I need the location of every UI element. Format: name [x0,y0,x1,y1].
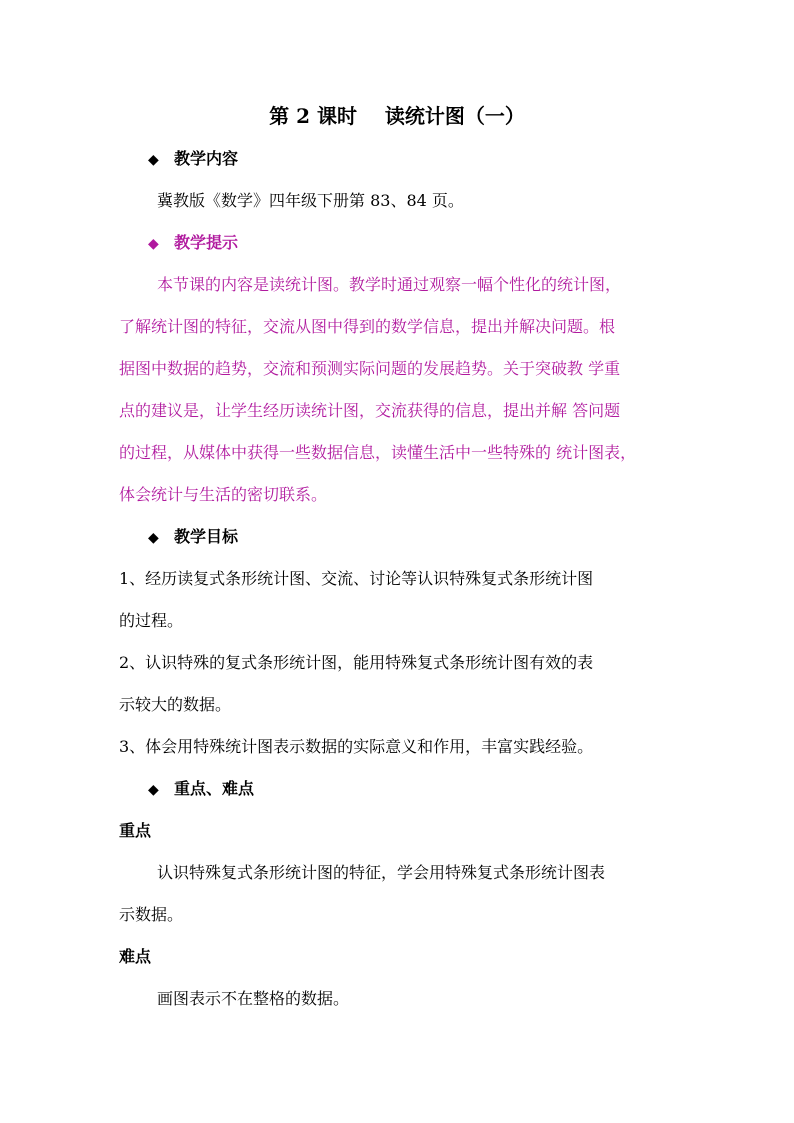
goals-line: 1、经历读复式条形统计图、交流、讨论等认识特殊复式条形统计图 [119,569,594,588]
heading-key-points-label: 重点、难点 [174,779,255,798]
heading-hints-label: 教学提示 [174,233,239,252]
hints-line: 本节课的内容是读统计图。教学时通过观察一幅个性化的统计图， [157,275,622,294]
diamond-bullet-icon: ◆ [148,236,159,252]
hints-line: 据图中数据的趋势，交流和预测实际问题的发展趋势。关于突破教 学重 [119,359,621,378]
diamond-bullet-icon: ◆ [148,530,159,546]
content-text: 冀教版《数学》四年级下册第 83、84 页。 [157,191,464,210]
hints-line: 点的建议是，让学生经历读统计图，交流获得的信息，提出并解 答问题 [119,401,621,420]
hints-line: 了解统计图的特征，交流从图中得到的数学信息，提出并解决问题。根 [119,317,616,336]
goals-line: 的过程。 [119,611,184,630]
section-heading-goals [148,527,238,548]
hints-line: 体会统计与生活的密切联系。 [119,485,328,504]
hints-line: 的过程，从媒体中获得一些数据信息，读懂生活中一些特殊的 统计图表， [119,443,637,462]
key-line: 示数据。 [119,905,184,924]
section-heading-key-points [148,779,254,800]
goals-line: 2、认识特殊的复式条形统计图，能用特殊复式条形统计图有效的表 [119,653,594,672]
key-line: 认识特殊复式条形统计图的特征，学会用特殊复式条形统计图表 [157,863,606,882]
difficulty-label: 难点 [119,947,152,966]
key-label: 重点 [119,821,152,840]
diamond-bullet-icon: ◆ [148,152,159,168]
difficulty-text: 画图表示不在整格的数据。 [157,989,350,1008]
heading-content-label: 教学内容 [174,149,239,168]
goals-line: 示较大的数据。 [119,695,232,714]
heading-goals-label: 教学目标 [174,527,239,546]
section-heading-hints [148,233,238,254]
page-title: 第 2 课时 读统计图（一） [269,104,525,128]
diamond-bullet-icon: ◆ [148,782,159,798]
goals-line: 3、体会用特殊统计图表示数据的实际意义和作用，丰富实践经验。 [119,737,594,756]
section-heading-content [148,149,238,170]
